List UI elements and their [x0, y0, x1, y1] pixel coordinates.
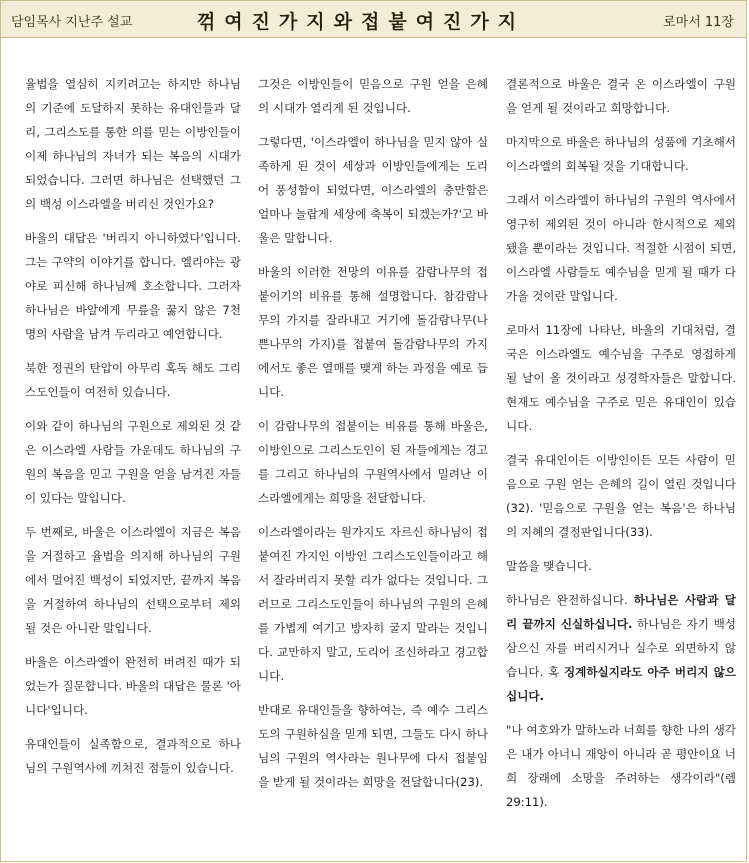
paragraph: 마지막으로 바울은 하나님의 성품에 기초해서 이스라엘의 회복될 것을 기대합니다. [506, 135, 736, 173]
paragraph: 율법을 열심히 지키려고는 하지만 하나님의 기준에 도달하지 못하는 유대인들과 달리, 그리스도를 통한 의를 믿는 이방인들이 이제 하나님의 자녀가 되는 복음의 시대가 되었습니다. 그러면 하나님은 선택했던 그의 백성 이스라엘을 버리신 것인가요? [25, 77, 241, 211]
paragraph: 유대인들이 실족함으로, 결과적으로 하나님의 구원역사에 끼쳐진 점들이 있습니다. [25, 737, 241, 775]
page-header [0, 0, 747, 38]
paragraph: 이스라엘이라는 원가지도 자르신 하나님이 접붙여진 가지인 이방인 그리스도인들이라고 해서 잘라버리지 못할 리가 없다는 것입니다. 그러므로 그리스도인들이 하나님의 구원의 은혜를 가볍게 여기고 방자히 굴지 말라는 것입니다. 교만하지 말고, 도리어 조신하라고 경고합니다. [258, 525, 488, 683]
column-1 [25, 72, 241, 790]
column-3 [506, 72, 736, 824]
emphasis-text: 징계하실지라도 아주 버리지 않으십니다. [506, 665, 736, 703]
column-2 [258, 72, 488, 804]
paragraph: 이 감람나무의 접붙이는 비유를 통해 바울은, 이방인으로 그리스도인이 된 자들에게는 경고를 그리고 하나님의 구원역사에서 밀려난 이스라엘에게는 희망을 전달합니다. [258, 419, 488, 505]
paragraph: 북한 정권의 탄압이 아무리 혹독 해도 그리스도인들이 여전히 있습니다. [25, 361, 241, 399]
header-pastor-label: 담임목사 지난주 설교 [11, 15, 133, 30]
paragraph: 결론적으로 바울은 결국 온 이스라엘이 구원을 얻게 될 것이라고 희망합니다. [506, 77, 736, 115]
paragraph: 그래서 이스라엘이 하나님의 구원의 역사에서 영구히 제외된 것이 아니라 한시적으로 제외됐을 뿐이라는 것입니다. 적절한 시점이 되면, 이스라엘 사람들도 예수님을 믿게 될 때가 다가올 것이란 말입니다. [506, 193, 736, 303]
paragraph [506, 588, 736, 708]
paragraph: 이와 같이 하나님의 구원으로 제외된 것 같은 이스라엘 사람들 가운데도 하나님의 구원의 복음을 믿고 구원을 얻을 남겨진 자들이 있다는 말입니다. [25, 419, 241, 505]
page-title: 꺾여진가지와접붙여진가지 [196, 11, 526, 33]
paragraph: 그것은 이방인들이 믿음으로 구원 얻을 은혜의 시대가 열리게 된 것입니다. [258, 77, 488, 115]
paragraph: 바울의 이러한 전망의 이유를 감람나무의 접붙이기의 비유를 통해 설명합니다. 참감람나무의 가지를 잘라내고 거기에 돌감람나무(나쁜나무의 가지)를 접붙여 돌감람나무의 가지에서도 좋은 열매를 맺게 하는 과정을 예로 듭니다. [258, 265, 488, 399]
scripture-quote: "나 여호와가 말하노라 너희를 향한 나의 생각은 내가 아너니 재앙이 아니라 곧 평안이요 너희 장래에 소망을 주려하는 생각이라"(렘29:11). [506, 723, 736, 809]
scripture-reference: 로마서 11장 [663, 15, 734, 30]
emphasis-text: 하나님은 사람과 달리 끝까지 신실하십니다. [506, 593, 736, 631]
paragraph: 그렇다면, '이스라엘이 하나님을 믿지 않아 실족하게 된 것이 세상과 이방인들에게는 도리어 풍성함이 되었다면, 이스라엘의 충만함은 얼마나 놀랍게 세상에 축복이 되겠는가?'고 바울은 말합니다. [258, 135, 488, 245]
text-run: 하나님은 완전하십니다. [506, 593, 634, 607]
paragraph: 바울은 이스라엘이 완전히 버려진 때가 되었는가 질문합니다. 바울의 대답은 물론 '아니다'입니다. [25, 655, 241, 717]
paragraph: 말씀을 맺습니다. [506, 559, 592, 573]
paragraph: 로마서 11장에 나타난, 바울의 기대처럼, 결국은 이스라엘도 예수님을 구주로 영접하게 될 날이 올 것이라고 성경학자들은 말합니다. 현재도 예수님을 구주로 믿은 유대인이 있습니다. [506, 323, 736, 433]
paragraph: 결국 유대인이든 이방인이든 모든 사람이 믿음으로 구원 얻는 은혜의 길이 열린 것입니다(32). '믿음으로 구원을 얻는 복음'은 하나님의 지혜의 결정판입니다(33). [506, 453, 736, 539]
paragraph: 바울의 대답은 '버리지 아니하였다'입니다. 그는 구약의 이야기를 합니다. 엘리야는 광야로 피신해 하나님께 호소합니다. 그러자 하나님은 바알에게 무릎을 꿇지 않은 7천명의 사람을 남겨 두리라고 예언합니다. [25, 231, 241, 341]
paragraph: 반대로 유대인들을 향하여는, 즉 예수 그리스도의 구원하심을 믿게 되면, 그들도 다시 하나님의 구원의 역사라는 원나무에 다시 접붙임을 받게 될 것이라는 희망을 전달합니다(23). [258, 703, 488, 789]
text-run: 하나님은 자기 백성 삼으신 자를 버리시거나 실수로 외면하지 않습니다. 혹 [506, 617, 736, 679]
paragraph: 두 번째로, 바울은 이스라엘이 지금은 복음을 거절하고 율법을 의지해 하나님의 구원에서 멀어진 백성이 되었지만, 끝까지 복음을 거절하여 하나님의 선택으로부터 제외될 것은 아니란 말입니다. [25, 525, 241, 635]
